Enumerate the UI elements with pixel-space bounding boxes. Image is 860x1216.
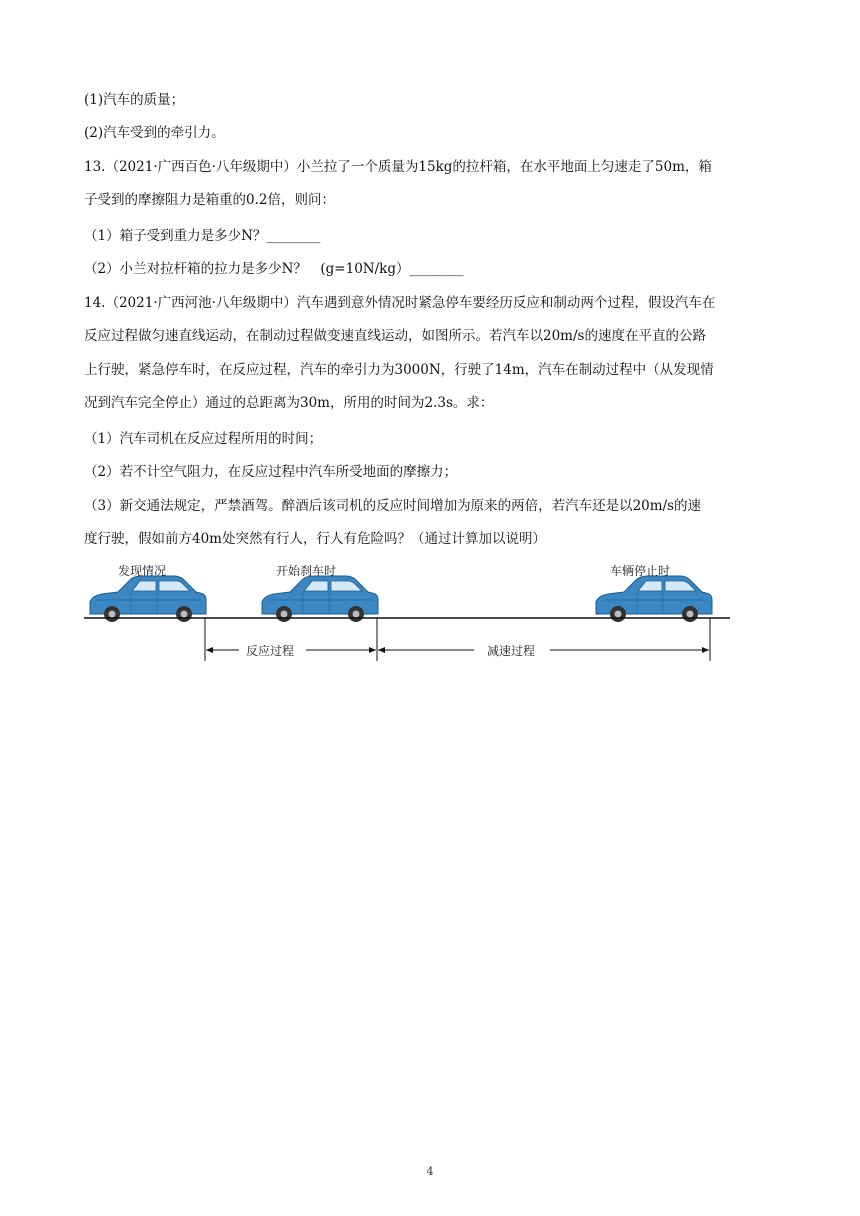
text-line: 上行驶，紧急停车时，在反应过程，汽车的牵引力为3000N，行驶了14m，汽车在制动过程中（从发现情 bbox=[84, 362, 714, 378]
question-14-part-3: （3）新交通法规定，严禁酒驾。醉酒后该司机的反应时间增加为原来的两倍，若汽车还是以20m/s的速 bbox=[84, 498, 702, 514]
label-reaction: 反应过程 bbox=[246, 644, 295, 658]
question-14-part-1: （1）汽车司机在反应过程所用的时间； bbox=[84, 431, 323, 447]
label-brake-start: 开始刹车时 bbox=[276, 564, 337, 578]
question-13-part-2: （2）小兰对拉杆箱的拉力是多少N？ (g=10N/kg）________ bbox=[84, 261, 464, 277]
label-deceleration: 减速过程 bbox=[487, 644, 536, 658]
label-discover: 发现情况 bbox=[118, 564, 167, 578]
braking-diagram bbox=[84, 562, 734, 666]
text-line: 度行驶，假如前方40m处突然有行人，行人有危险吗？（通过计算加以说明） bbox=[84, 531, 546, 547]
label-stopped: 车辆停止时 bbox=[610, 564, 671, 578]
text-line: 况到汽车完全停止）通过的总距离为30m，所用的时间为2.3s。求： bbox=[84, 395, 494, 411]
question-14-line: 14.（2021·广西河池·八年级期中）汽车遇到意外情况时紧急停车要经历反应和制动两个过程，假设汽车在 bbox=[84, 295, 716, 311]
car-discover bbox=[90, 576, 206, 622]
text-line: (1)汽车的质量； bbox=[84, 92, 185, 108]
question-13-part-1: （1）箱子受到重力是多少N？________ bbox=[84, 228, 321, 244]
car-stopped bbox=[596, 576, 712, 622]
page-number: 4 bbox=[426, 1165, 434, 1178]
text-line: 子受到的摩擦阻力是箱重的0.2倍，则问： bbox=[84, 192, 335, 208]
text-line: (2)汽车受到的牵引力。 bbox=[84, 125, 225, 141]
question-14-part-2: （2）若不计空气阻力，在反应过程中汽车所受地面的摩擦力； bbox=[84, 464, 458, 480]
text-line: 反应过程做匀速直线运动，在制动过程做变速直线运动，如图所示。若汽车以20m/s的速度在平直的公路 bbox=[84, 328, 706, 344]
car-brake-start bbox=[262, 576, 378, 622]
question-13-line: 13.（2021·广西百色·八年级期中）小兰拉了一个质量为15kg的拉杆箱，在水平地面上匀速走了50m，箱 bbox=[84, 159, 712, 175]
